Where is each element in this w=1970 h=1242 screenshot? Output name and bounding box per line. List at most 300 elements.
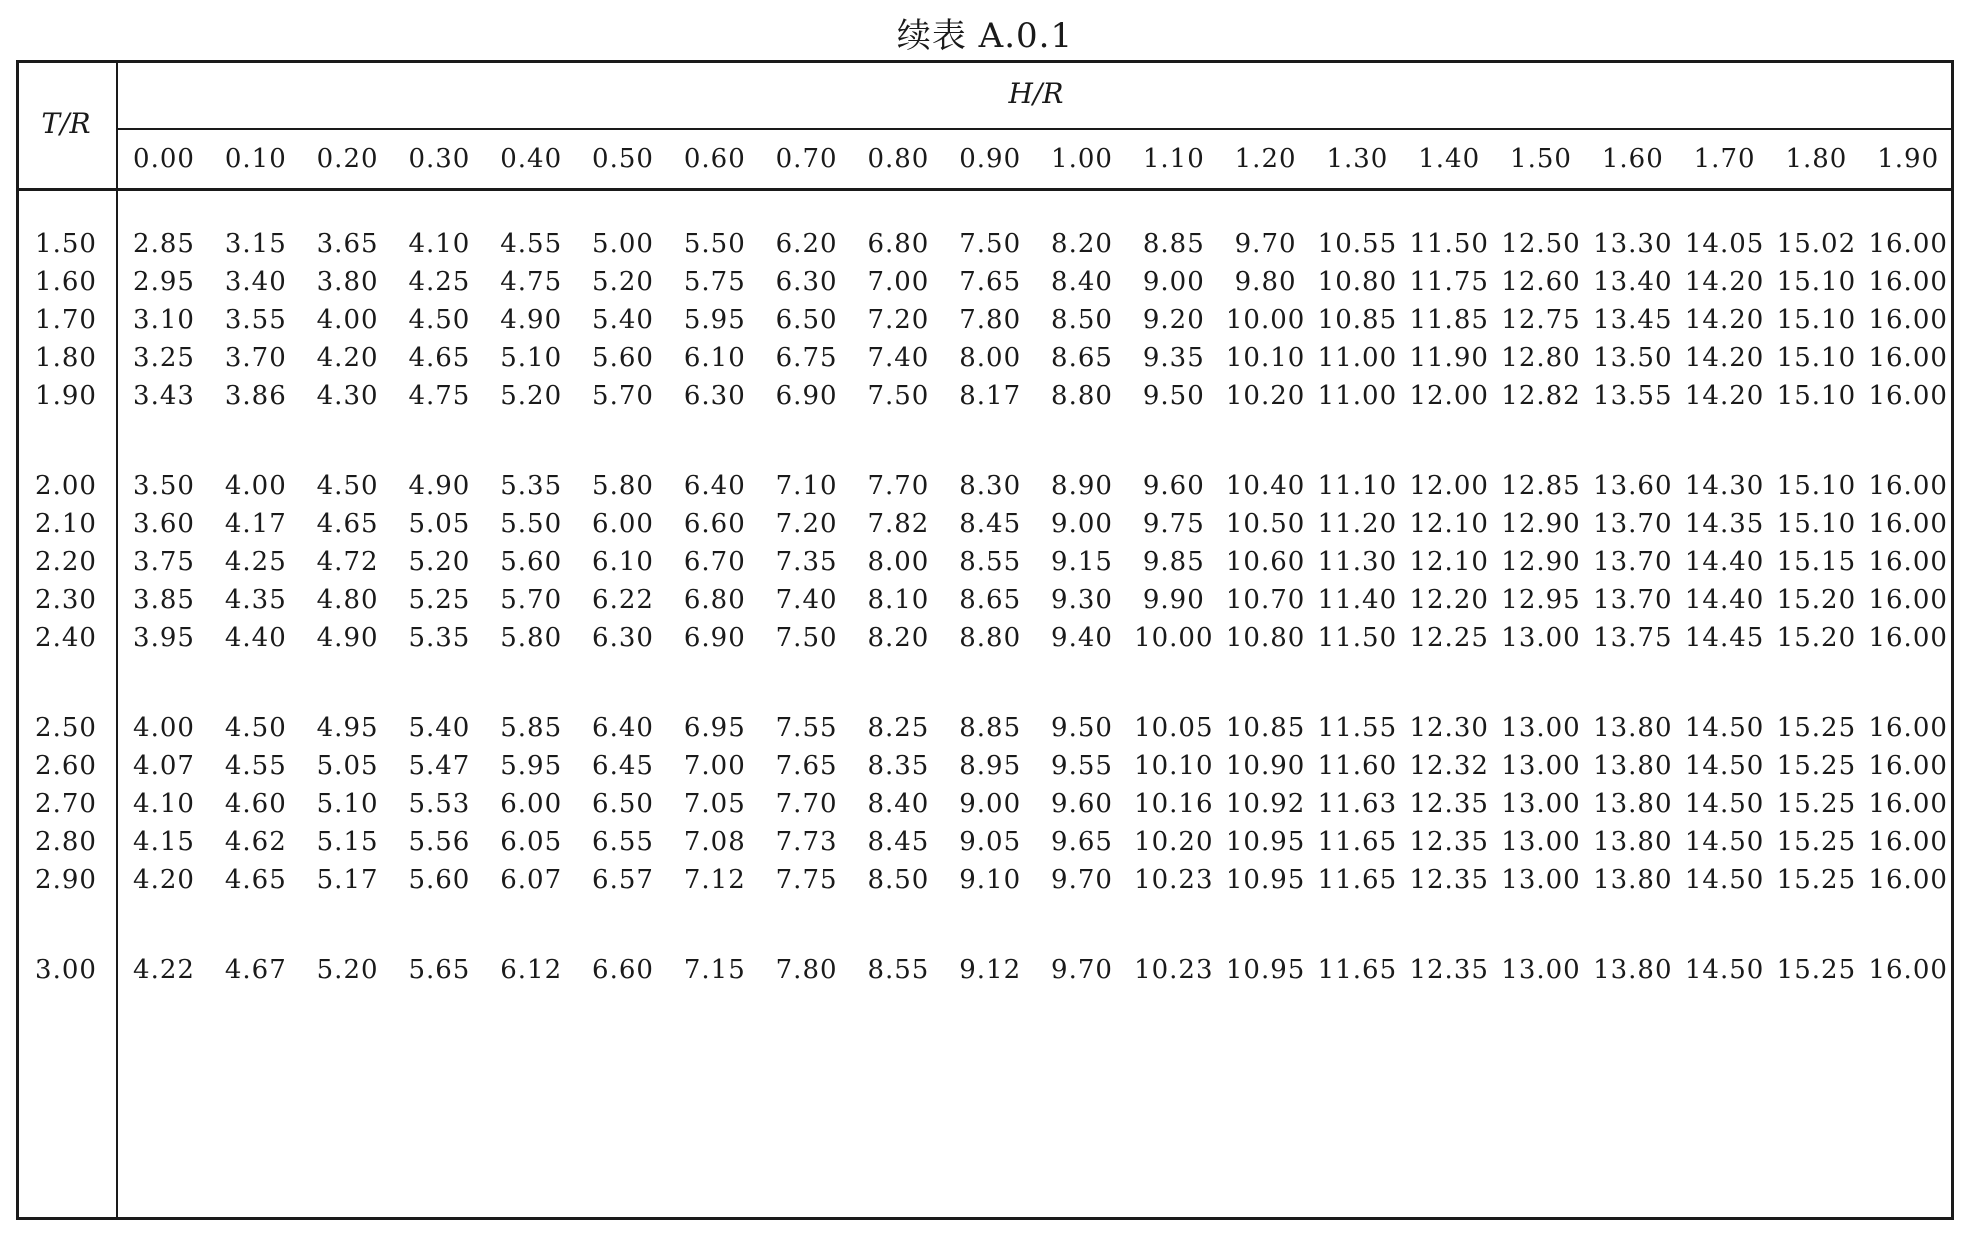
table-cell: 8.50 bbox=[1051, 305, 1113, 335]
table-cell: 13.80 bbox=[1593, 955, 1673, 985]
table-cell: 9.35 bbox=[1142, 343, 1205, 373]
table-cell: 5.80 bbox=[500, 623, 563, 653]
table-cell: 7.50 bbox=[775, 623, 838, 653]
column-header: 1.70 bbox=[1693, 144, 1756, 174]
table-cell: 14.40 bbox=[1684, 547, 1765, 577]
table-cell: 15.25 bbox=[1776, 827, 1857, 857]
table-cell: 13.40 bbox=[1593, 267, 1673, 297]
table-cell: 15.25 bbox=[1776, 865, 1857, 895]
table-cell: 15.10 bbox=[1776, 343, 1857, 373]
table-cell: 10.92 bbox=[1225, 789, 1306, 819]
table-cell: 7.12 bbox=[683, 865, 746, 895]
table-cell: 7.05 bbox=[683, 789, 746, 819]
column-header: 0.50 bbox=[592, 144, 654, 174]
table-cell: 16.00 bbox=[1868, 381, 1948, 411]
table-cell: 4.62 bbox=[224, 827, 287, 857]
table-cell: 7.08 bbox=[683, 827, 746, 857]
row-label: 1.80 bbox=[35, 343, 97, 373]
table-cell: 8.45 bbox=[867, 827, 930, 857]
table-cell: 3.55 bbox=[224, 305, 287, 335]
table-cell: 14.20 bbox=[1684, 267, 1765, 297]
table-cell: 13.00 bbox=[1501, 623, 1581, 653]
table-cell: 9.85 bbox=[1142, 547, 1205, 577]
table-cell: 6.55 bbox=[592, 827, 654, 857]
table-cell: 6.22 bbox=[592, 585, 654, 615]
table-cell: 7.20 bbox=[867, 305, 930, 335]
table-cell: 7.50 bbox=[959, 229, 1022, 259]
column-header: 0.40 bbox=[500, 144, 563, 174]
column-header: 1.20 bbox=[1234, 144, 1297, 174]
table-cell: 13.80 bbox=[1593, 827, 1673, 857]
table-cell: 3.25 bbox=[133, 343, 195, 373]
table-cell: 6.30 bbox=[683, 381, 746, 411]
table-cell: 14.50 bbox=[1684, 827, 1765, 857]
table-cell: 4.15 bbox=[133, 827, 195, 857]
table-cell: 5.40 bbox=[408, 713, 471, 743]
table-cell: 13.50 bbox=[1593, 343, 1673, 373]
table-cell: 10.70 bbox=[1225, 585, 1306, 615]
table-cell: 6.30 bbox=[592, 623, 654, 653]
table-cell: 6.80 bbox=[683, 585, 746, 615]
column-header: 1.50 bbox=[1510, 144, 1572, 174]
table-cell: 10.90 bbox=[1225, 751, 1306, 781]
table-cell: 10.20 bbox=[1134, 827, 1214, 857]
table-cell: 7.73 bbox=[775, 827, 838, 857]
row-label: 2.60 bbox=[35, 751, 97, 781]
table-cell: 15.25 bbox=[1776, 713, 1857, 743]
table-cell: 5.35 bbox=[500, 471, 563, 501]
table-cell: 8.55 bbox=[959, 547, 1022, 577]
table-cell: 9.20 bbox=[1142, 305, 1205, 335]
table-cell: 12.25 bbox=[1409, 623, 1489, 653]
table-cell: 4.75 bbox=[408, 381, 471, 411]
table-cell: 5.25 bbox=[408, 585, 471, 615]
table-cell: 5.80 bbox=[592, 471, 654, 501]
table-cell: 15.20 bbox=[1776, 623, 1857, 653]
table-cell: 12.35 bbox=[1409, 955, 1489, 985]
table-cell: 11.85 bbox=[1409, 305, 1489, 335]
table-cell: 16.00 bbox=[1868, 623, 1948, 653]
table-cell: 12.20 bbox=[1409, 585, 1489, 615]
column-header: 0.10 bbox=[224, 144, 287, 174]
table-cell: 4.25 bbox=[408, 267, 471, 297]
table-cell: 5.85 bbox=[500, 713, 563, 743]
table-cell: 12.90 bbox=[1501, 509, 1581, 539]
table-cell: 10.20 bbox=[1225, 381, 1306, 411]
table-cell: 11.65 bbox=[1317, 827, 1398, 857]
table-cell: 8.85 bbox=[1142, 229, 1205, 259]
table-cell: 9.60 bbox=[1142, 471, 1205, 501]
table-cell: 11.75 bbox=[1409, 267, 1489, 297]
table-cell: 10.23 bbox=[1134, 865, 1214, 895]
table-cell: 7.70 bbox=[775, 789, 838, 819]
table-cell: 6.00 bbox=[592, 509, 654, 539]
row-label: 3.00 bbox=[35, 955, 97, 985]
table-cell: 9.75 bbox=[1142, 509, 1205, 539]
table-cell: 11.00 bbox=[1317, 343, 1398, 373]
table-cell: 10.00 bbox=[1134, 623, 1214, 653]
table-cell: 3.65 bbox=[316, 229, 379, 259]
table-cell: 3.86 bbox=[224, 381, 287, 411]
table-cell: 8.10 bbox=[867, 585, 930, 615]
table-cell: 4.00 bbox=[133, 713, 195, 743]
table-cell: 13.80 bbox=[1593, 789, 1673, 819]
table-cell: 4.20 bbox=[133, 865, 195, 895]
table-cell: 4.65 bbox=[316, 509, 379, 539]
table-cell: 4.65 bbox=[408, 343, 471, 373]
table-cell: 6.75 bbox=[775, 343, 838, 373]
column-axis-label: H/R bbox=[1008, 77, 1064, 110]
table-cell: 10.55 bbox=[1317, 229, 1398, 259]
table-cell: 4.55 bbox=[500, 229, 563, 259]
table-cell: 5.20 bbox=[316, 955, 379, 985]
column-header: 0.60 bbox=[683, 144, 746, 174]
table-cell: 4.00 bbox=[224, 471, 287, 501]
table-cell: 10.60 bbox=[1225, 547, 1306, 577]
table-cell: 4.20 bbox=[316, 343, 379, 373]
row-label: 2.20 bbox=[35, 547, 97, 577]
table-cell: 10.80 bbox=[1317, 267, 1398, 297]
table-cell: 14.20 bbox=[1684, 305, 1765, 335]
table-cell: 16.00 bbox=[1868, 305, 1948, 335]
table-cell: 6.12 bbox=[500, 955, 563, 985]
row-label: 2.00 bbox=[35, 471, 97, 501]
table-cell: 12.80 bbox=[1501, 343, 1581, 373]
table-cell: 9.70 bbox=[1234, 229, 1297, 259]
table-cell: 5.00 bbox=[592, 229, 654, 259]
table-cell: 12.00 bbox=[1409, 471, 1489, 501]
table-cell: 12.35 bbox=[1409, 865, 1489, 895]
table-cell: 4.35 bbox=[224, 585, 287, 615]
table-cell: 4.22 bbox=[133, 955, 195, 985]
table-cell: 10.23 bbox=[1134, 955, 1214, 985]
table-cell: 5.70 bbox=[592, 381, 654, 411]
table-cell: 10.85 bbox=[1225, 713, 1306, 743]
row-label: 2.70 bbox=[35, 789, 97, 819]
table-cell: 6.30 bbox=[775, 267, 838, 297]
table-cell: 11.65 bbox=[1317, 955, 1398, 985]
table-cell: 9.55 bbox=[1051, 751, 1113, 781]
table-cell: 9.30 bbox=[1051, 585, 1113, 615]
table-cell: 8.00 bbox=[867, 547, 930, 577]
table-cell: 10.85 bbox=[1317, 305, 1398, 335]
column-header: 1.90 bbox=[1877, 144, 1940, 174]
table-cell: 5.40 bbox=[592, 305, 654, 335]
table-cell: 13.80 bbox=[1593, 713, 1673, 743]
table-cell: 11.40 bbox=[1317, 585, 1398, 615]
table-cell: 11.50 bbox=[1317, 623, 1398, 653]
table-cell: 9.10 bbox=[959, 865, 1022, 895]
row-label: 2.80 bbox=[35, 827, 97, 857]
table-cell: 15.15 bbox=[1776, 547, 1857, 577]
table-cell: 8.17 bbox=[959, 381, 1022, 411]
table-cell: 5.56 bbox=[408, 827, 471, 857]
table-cell: 9.15 bbox=[1051, 547, 1113, 577]
table-cell: 7.65 bbox=[775, 751, 838, 781]
table-cell: 7.15 bbox=[683, 955, 746, 985]
table-cell: 16.00 bbox=[1868, 509, 1948, 539]
table-cell: 7.10 bbox=[775, 471, 838, 501]
table-cell: 8.20 bbox=[1051, 229, 1113, 259]
table-cell: 4.30 bbox=[316, 381, 379, 411]
table-cell: 13.00 bbox=[1501, 789, 1581, 819]
column-header: 0.70 bbox=[775, 144, 838, 174]
table-cell: 5.50 bbox=[683, 229, 746, 259]
row-label: 2.90 bbox=[35, 865, 97, 895]
table-cell: 11.63 bbox=[1317, 789, 1398, 819]
table-cell: 5.95 bbox=[500, 751, 563, 781]
table-cell: 15.10 bbox=[1776, 509, 1857, 539]
table-cell: 8.40 bbox=[867, 789, 930, 819]
column-header: 1.10 bbox=[1142, 144, 1205, 174]
table-cell: 3.50 bbox=[133, 471, 195, 501]
table-cell: 8.80 bbox=[1051, 381, 1113, 411]
table-cell: 7.00 bbox=[867, 267, 930, 297]
table-cell: 13.70 bbox=[1593, 585, 1673, 615]
table-cell: 10.05 bbox=[1134, 713, 1214, 743]
table-cell: 10.95 bbox=[1225, 827, 1306, 857]
column-header: 1.40 bbox=[1418, 144, 1481, 174]
table-cell: 6.20 bbox=[775, 229, 838, 259]
table-cell: 12.60 bbox=[1501, 267, 1581, 297]
table-cell: 11.30 bbox=[1317, 547, 1398, 577]
table-cell: 8.80 bbox=[959, 623, 1022, 653]
table-cell: 5.65 bbox=[408, 955, 471, 985]
table-cell: 10.10 bbox=[1134, 751, 1214, 781]
table-cell: 3.75 bbox=[133, 547, 195, 577]
table-cell: 6.05 bbox=[500, 827, 563, 857]
table-cell: 5.75 bbox=[683, 267, 746, 297]
table-cell: 11.90 bbox=[1409, 343, 1489, 373]
table-cell: 14.35 bbox=[1684, 509, 1765, 539]
table-cell: 5.17 bbox=[316, 865, 379, 895]
table-cell: 6.70 bbox=[683, 547, 746, 577]
table-cell: 6.95 bbox=[683, 713, 746, 743]
table-cell: 11.10 bbox=[1317, 471, 1398, 501]
table-cell: 10.00 bbox=[1225, 305, 1306, 335]
table-cell: 9.05 bbox=[959, 827, 1022, 857]
column-header: 0.20 bbox=[316, 144, 379, 174]
table-cell: 14.20 bbox=[1684, 381, 1765, 411]
table-cell: 15.25 bbox=[1776, 751, 1857, 781]
table-cell: 2.95 bbox=[133, 267, 195, 297]
table-cell: 12.85 bbox=[1501, 471, 1581, 501]
table-cell: 14.50 bbox=[1684, 751, 1765, 781]
table-cell: 5.60 bbox=[408, 865, 471, 895]
table-cell: 6.60 bbox=[592, 955, 654, 985]
table-cell: 9.50 bbox=[1051, 713, 1113, 743]
table-cell: 7.82 bbox=[867, 509, 930, 539]
table-cell: 5.20 bbox=[500, 381, 563, 411]
table-cell: 6.50 bbox=[775, 305, 838, 335]
table-cell: 16.00 bbox=[1868, 343, 1948, 373]
table-cell: 13.45 bbox=[1593, 305, 1673, 335]
row-label: 2.30 bbox=[35, 585, 97, 615]
table-cell: 9.65 bbox=[1051, 827, 1113, 857]
table-cell: 3.43 bbox=[133, 381, 195, 411]
table-cell: 14.50 bbox=[1684, 955, 1765, 985]
table-cell: 14.20 bbox=[1684, 343, 1765, 373]
table-cell: 7.20 bbox=[775, 509, 838, 539]
table-cell: 4.10 bbox=[133, 789, 195, 819]
table-cell: 7.55 bbox=[775, 713, 838, 743]
column-header: 1.00 bbox=[1051, 144, 1113, 174]
table-cell: 13.80 bbox=[1593, 865, 1673, 895]
table-cell: 3.15 bbox=[224, 229, 287, 259]
table-cell: 13.55 bbox=[1593, 381, 1673, 411]
table-cell: 7.75 bbox=[775, 865, 838, 895]
table-cell: 16.00 bbox=[1868, 751, 1948, 781]
table-cell: 10.95 bbox=[1225, 955, 1306, 985]
table-cell: 9.90 bbox=[1142, 585, 1205, 615]
table-cell: 5.95 bbox=[683, 305, 746, 335]
table-cell: 3.60 bbox=[133, 509, 195, 539]
table-cell: 4.80 bbox=[316, 585, 379, 615]
table-cell: 4.95 bbox=[316, 713, 379, 743]
column-header: 0.90 bbox=[959, 144, 1022, 174]
table-cell: 10.95 bbox=[1225, 865, 1306, 895]
table-cell: 4.65 bbox=[224, 865, 287, 895]
header-bottom-rule bbox=[16, 188, 1954, 191]
table-cell: 14.05 bbox=[1684, 229, 1765, 259]
column-header: 0.80 bbox=[867, 144, 930, 174]
table-cell: 11.60 bbox=[1317, 751, 1398, 781]
table-cell: 4.40 bbox=[224, 623, 287, 653]
table-cell: 5.15 bbox=[316, 827, 379, 857]
table-cell: 9.70 bbox=[1051, 865, 1113, 895]
table-cell: 5.20 bbox=[592, 267, 654, 297]
table-cell: 16.00 bbox=[1868, 229, 1948, 259]
table-cell: 9.00 bbox=[1051, 509, 1113, 539]
table-cell: 9.80 bbox=[1234, 267, 1297, 297]
row-label: 1.50 bbox=[35, 229, 97, 259]
table-cell: 12.10 bbox=[1409, 547, 1489, 577]
table-cell: 14.50 bbox=[1684, 713, 1765, 743]
table-cell: 5.35 bbox=[408, 623, 471, 653]
table-cell: 15.02 bbox=[1776, 229, 1857, 259]
table-cell: 10.16 bbox=[1134, 789, 1214, 819]
table-cell: 5.10 bbox=[500, 343, 563, 373]
table-cell: 4.25 bbox=[224, 547, 287, 577]
table-cell: 4.00 bbox=[316, 305, 379, 335]
table-cell: 12.30 bbox=[1409, 713, 1489, 743]
table-cell: 15.20 bbox=[1776, 585, 1857, 615]
table-cell: 12.10 bbox=[1409, 509, 1489, 539]
table-cell: 13.70 bbox=[1593, 509, 1673, 539]
table-cell: 4.17 bbox=[224, 509, 287, 539]
table-cell: 16.00 bbox=[1868, 827, 1948, 857]
table-cell: 9.12 bbox=[959, 955, 1022, 985]
table-cell: 7.35 bbox=[775, 547, 838, 577]
table-caption: 续表 A.0.1 bbox=[896, 16, 1074, 56]
table-cell: 8.40 bbox=[1051, 267, 1113, 297]
table-cell: 7.65 bbox=[959, 267, 1022, 297]
table-cell: 5.70 bbox=[500, 585, 563, 615]
table-cell: 6.10 bbox=[683, 343, 746, 373]
table-cell: 12.95 bbox=[1501, 585, 1581, 615]
table-cell: 5.20 bbox=[408, 547, 471, 577]
row-label: 1.60 bbox=[35, 267, 97, 297]
table-cell: 3.95 bbox=[133, 623, 195, 653]
column-header: 0.30 bbox=[408, 144, 471, 174]
table-cell: 16.00 bbox=[1868, 267, 1948, 297]
table-cell: 8.50 bbox=[867, 865, 930, 895]
table-cell: 4.90 bbox=[500, 305, 563, 335]
table-cell: 10.50 bbox=[1225, 509, 1306, 539]
table-cell: 4.50 bbox=[224, 713, 287, 743]
table-cell: 8.45 bbox=[959, 509, 1022, 539]
table-cell: 5.60 bbox=[592, 343, 654, 373]
table-cell: 10.80 bbox=[1225, 623, 1306, 653]
table-cell: 16.00 bbox=[1868, 789, 1948, 819]
table-cell: 13.80 bbox=[1593, 751, 1673, 781]
row-label: 2.40 bbox=[35, 623, 97, 653]
table-cell: 16.00 bbox=[1868, 713, 1948, 743]
table-cell: 15.10 bbox=[1776, 471, 1857, 501]
row-label: 1.90 bbox=[35, 381, 97, 411]
table-cell: 4.50 bbox=[408, 305, 471, 335]
column-header: 1.30 bbox=[1326, 144, 1389, 174]
table-cell: 12.90 bbox=[1501, 547, 1581, 577]
table-cell: 12.35 bbox=[1409, 789, 1489, 819]
table-cell: 8.65 bbox=[959, 585, 1022, 615]
table-cell: 5.53 bbox=[408, 789, 471, 819]
table-cell: 8.35 bbox=[867, 751, 930, 781]
table-cell: 5.50 bbox=[500, 509, 563, 539]
table-cell: 11.00 bbox=[1317, 381, 1398, 411]
table-cell: 13.00 bbox=[1501, 827, 1581, 857]
table-cell: 8.00 bbox=[959, 343, 1022, 373]
table-cell: 4.75 bbox=[500, 267, 563, 297]
table-cell: 7.80 bbox=[959, 305, 1022, 335]
table-cell: 9.60 bbox=[1051, 789, 1113, 819]
table-cell: 4.07 bbox=[133, 751, 195, 781]
column-header: 1.80 bbox=[1785, 144, 1848, 174]
table-cell: 6.90 bbox=[683, 623, 746, 653]
table-cell: 6.10 bbox=[592, 547, 654, 577]
table-cell: 15.10 bbox=[1776, 267, 1857, 297]
table-cell: 6.00 bbox=[500, 789, 563, 819]
table-cell: 13.30 bbox=[1593, 229, 1673, 259]
row-label: 2.50 bbox=[35, 713, 97, 743]
table-cell: 9.40 bbox=[1051, 623, 1113, 653]
table-cell: 8.30 bbox=[959, 471, 1022, 501]
table-cell: 8.20 bbox=[867, 623, 930, 653]
table-cell: 12.82 bbox=[1501, 381, 1581, 411]
table-cell: 7.40 bbox=[867, 343, 930, 373]
column-header: 0.00 bbox=[133, 144, 195, 174]
table-cell: 7.00 bbox=[683, 751, 746, 781]
table-cell: 9.00 bbox=[1142, 267, 1205, 297]
table-cell: 10.10 bbox=[1225, 343, 1306, 373]
table-cell: 6.45 bbox=[592, 751, 654, 781]
table-cell: 15.25 bbox=[1776, 955, 1857, 985]
table-cell: 6.57 bbox=[592, 865, 654, 895]
table-cell: 4.90 bbox=[408, 471, 471, 501]
table-cell: 16.00 bbox=[1868, 585, 1948, 615]
table-cell: 11.65 bbox=[1317, 865, 1398, 895]
table-cell: 9.00 bbox=[959, 789, 1022, 819]
table-cell: 16.00 bbox=[1868, 471, 1948, 501]
table-cell: 7.80 bbox=[775, 955, 838, 985]
row-label: 1.70 bbox=[35, 305, 97, 335]
table-cell: 15.10 bbox=[1776, 381, 1857, 411]
table-cell: 4.10 bbox=[408, 229, 471, 259]
table-cell: 12.32 bbox=[1409, 751, 1489, 781]
table-cell: 7.40 bbox=[775, 585, 838, 615]
table-cell: 14.50 bbox=[1684, 789, 1765, 819]
table-cell: 13.60 bbox=[1593, 471, 1673, 501]
